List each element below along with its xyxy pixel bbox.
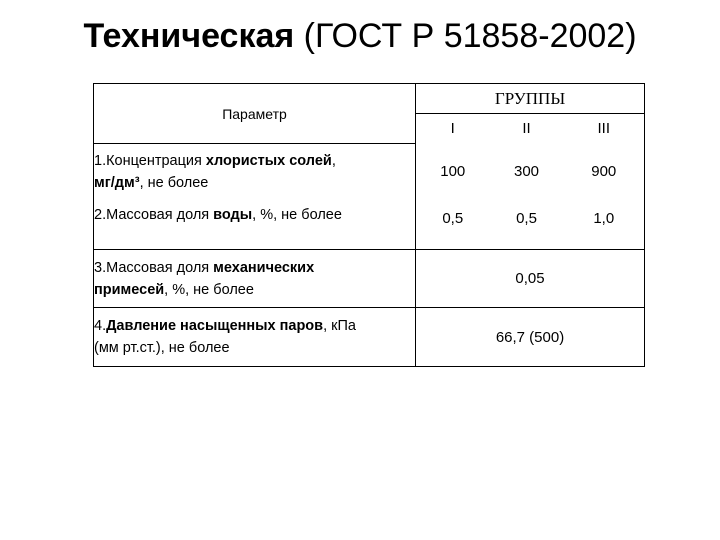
param-row-1-text-5: , не более [139, 174, 209, 191]
param-row-3-text-4: , %, не более [164, 281, 254, 298]
param-row-4-text-3: , кПа [323, 318, 356, 334]
group-header-2: II [522, 120, 531, 138]
row-2-value-group-1: 0,5 [442, 209, 464, 227]
param-row-1-text-2: хлористых солей [205, 152, 332, 169]
param-row-3-text-2: механических [213, 259, 315, 276]
param-row-3-label [94, 250, 416, 308]
param-row-4-text-2: Давление насыщенных паров [106, 318, 324, 334]
param-row-4-text-4: (мм рт.ст.), не более [94, 340, 230, 356]
param-row-4-text-1: 4. [94, 318, 107, 334]
specification-table [93, 83, 645, 367]
param-row-1-label [94, 144, 416, 200]
row-2-value-group-3: 1,0 [564, 200, 645, 250]
row-2-value-group-2: 0,5 [516, 209, 537, 227]
param-row-2-text-1: 2.Массовая доля [94, 206, 214, 223]
param-row-2-text-2: воды [213, 206, 253, 223]
param-header: Параметр [94, 84, 416, 144]
slide-title-main: Техническая [83, 17, 295, 55]
param-row-3-text-1: 3.Массовая доля [94, 259, 214, 276]
row-4-value: 66,7 (500) [416, 308, 645, 367]
param-row-4-label [94, 308, 416, 367]
param-row-1-text-4: мг/дм³ [94, 174, 140, 191]
row-1-value-group-3: 900 [564, 144, 645, 200]
groups-header: ГРУППЫ [416, 84, 645, 114]
param-row-1-text-3: , [331, 152, 336, 169]
slide-title-standard: (ГОСТ Р 51858-2002) [294, 17, 637, 55]
slide-title [0, 14, 720, 58]
param-row-2-label [94, 200, 416, 250]
param-row-3-text-3: примесей [94, 281, 165, 298]
group-header-3: III [564, 114, 645, 144]
row-1-value-group-2: 300 [513, 163, 540, 180]
param-row-2-text-3: , %, не более [252, 206, 342, 223]
row-3-value: 0,05 [416, 250, 645, 308]
param-row-1-text-1: 1.Концентрация [94, 152, 206, 169]
group-header-1: I [450, 120, 455, 138]
row-1-value-group-1: 100 [440, 163, 466, 180]
